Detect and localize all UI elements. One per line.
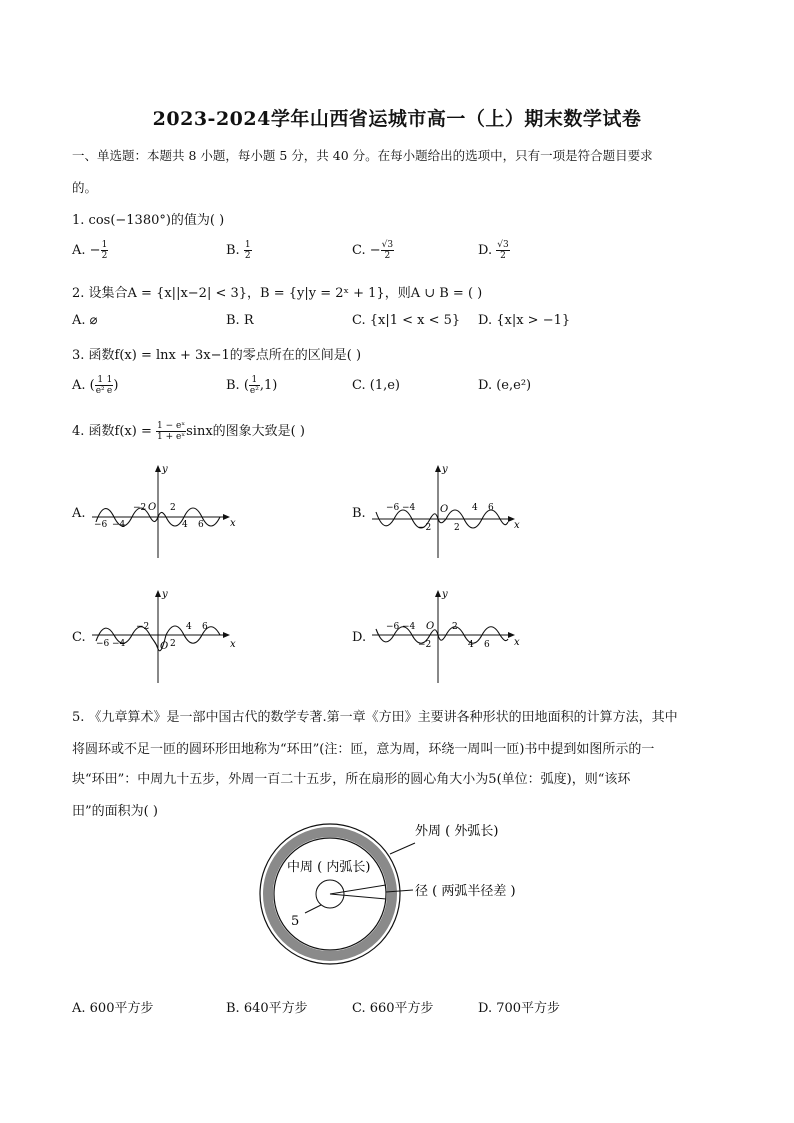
q3-stem: 3. 函数f(x) = lnx + 3x−1的零点所在的区间是( ) (72, 348, 362, 363)
q5-stem-line4: 田”的面积为( ) (72, 804, 158, 819)
tick-label: 6 (202, 622, 208, 632)
fraction (156, 421, 186, 442)
tick-label: 2 (170, 503, 176, 513)
y-axis-arrow (435, 465, 441, 472)
denominator: e (106, 386, 113, 396)
option-label: C. (352, 243, 366, 258)
numerator: 1 (95, 375, 106, 386)
numerator: √3 (497, 240, 509, 250)
fraction (101, 240, 109, 261)
q2-option-d[interactable]: D. {x|x > −1} (478, 313, 571, 328)
origin-label: O (148, 502, 157, 513)
numerator: 1 − eˣ (157, 421, 186, 431)
q2-option-c[interactable]: C. {x|1 < x < 5} (352, 313, 461, 328)
numerator: √3 (381, 240, 394, 250)
denominator: 1 + eˣ (157, 432, 186, 442)
option-label: B. ( (226, 378, 249, 393)
q4-option-c-label[interactable]: C. (72, 630, 86, 645)
page-title: 2023-2024学年山西省运城市高一（上）期末数学试卷 (152, 108, 642, 130)
tick-label: 6 (484, 640, 490, 650)
tick-label: −2 (133, 503, 147, 513)
x-label: x (230, 639, 236, 650)
q3-option-a[interactable] (72, 375, 118, 396)
tick-label: 4 (182, 520, 188, 530)
option-label: A. ( (72, 378, 95, 393)
tick-label: −6 (96, 639, 110, 649)
q5-option-b[interactable]: B. 640平方步 (226, 1001, 308, 1016)
y-axis-arrow (435, 590, 441, 597)
q5-stem-line2: 将圆环或不足一匝的圆环形田地称为“环田”(注：匝，意为周，环绕一周叫一匝)书中提到如图所示的一 (72, 742, 655, 757)
fraction (496, 240, 509, 261)
q2-option-b[interactable]: B. R (226, 313, 254, 328)
y-label: y (162, 464, 168, 475)
q1-option-b[interactable] (226, 240, 252, 261)
tick-label: 2 (454, 523, 460, 533)
fraction (244, 240, 252, 261)
q4-option-d-label[interactable]: D. (352, 630, 367, 645)
y-label: y (162, 589, 168, 600)
paren-close: ) (113, 378, 119, 393)
fraction (95, 375, 106, 396)
q5-stem-line3: 块“环田”：中周九十五步，外周一百二十五步，所在扇形的圆心角大小为5(单位：弧度)，则“该环 (72, 772, 631, 787)
q1-stem: 1. cos(−1380°)的值为( ) (72, 213, 225, 228)
x-label: x (230, 518, 236, 529)
fraction (249, 375, 260, 396)
x-label: x (514, 637, 520, 648)
x-label: x (514, 520, 520, 531)
x-axis-arrow (223, 514, 230, 520)
tick-label: 4 (472, 503, 478, 513)
section-header-line2: 的。 (72, 180, 98, 195)
denominator: 2 (384, 251, 391, 261)
tick-label: −2 (136, 622, 150, 632)
y-label: y (442, 589, 448, 600)
y-label: y (442, 464, 448, 475)
q5-option-c[interactable]: C. 660平方步 (352, 1001, 434, 1016)
q5-option-d[interactable]: D. 700平方步 (478, 1001, 561, 1016)
denominator: 2 (500, 251, 506, 261)
q5-option-a[interactable]: A. 600平方步 (72, 1001, 154, 1016)
tick-label: −2 (418, 523, 432, 533)
q1-option-c[interactable] (352, 240, 394, 261)
numerator: 1 (106, 375, 113, 385)
section-header-line1: 一、单选题：本题共 8 小题，每小题 5 分，共 40 分。在每小题给出的选项中，只有一项是符合题目要求 (72, 148, 653, 163)
q4-graph-d[interactable] (368, 585, 523, 685)
tick-label: −2 (418, 640, 432, 650)
q2-stem: 2. 设集合A = {x||x−2| < 3}，B = {y|y = 2ˣ + 1}，则A ∪ B = ( ) (72, 286, 483, 301)
origin-label: O (160, 641, 169, 652)
tick-label: −6 (386, 622, 400, 632)
option-label: D. (478, 243, 493, 258)
q4-graph-b[interactable] (368, 460, 523, 560)
numerator: 1 (249, 375, 260, 386)
denominator: e² (95, 386, 105, 396)
tick-label: −6 (386, 503, 400, 513)
minus-sign: − (89, 243, 101, 258)
tick-label: 6 (488, 503, 494, 513)
origin-label: O (440, 504, 449, 515)
pointer-line (390, 843, 415, 854)
q4-graph-a[interactable] (88, 460, 238, 560)
minus-sign: − (369, 243, 381, 258)
tick-label: −4 (112, 520, 126, 530)
denominator: 2 (101, 251, 108, 261)
tick-label: 2 (452, 622, 458, 632)
tick-label: −4 (112, 639, 126, 649)
q4-stem-suffix: sinx的图象大致是( ) (186, 424, 305, 439)
origin-label: O (426, 621, 435, 632)
denominator: 2 (244, 251, 251, 261)
q4-option-b-label[interactable]: B. (352, 506, 366, 521)
tick-label: 6 (198, 520, 204, 530)
diameter-label: 径 ( 两弧半径差 ) (415, 884, 516, 899)
q2-option-a[interactable]: A. ⌀ (72, 313, 98, 328)
q4-stem (72, 420, 305, 442)
q5-ring-figure (255, 815, 555, 975)
tick-label: −6 (94, 520, 108, 530)
q3-option-b[interactable] (226, 375, 277, 396)
q4-graph-c[interactable] (88, 585, 238, 685)
option-label: B. (226, 243, 240, 258)
q1-option-a[interactable] (72, 240, 108, 261)
numerator: 1 (101, 240, 108, 250)
middle-arc-label: 中周 ( 内弧长) (287, 860, 371, 875)
fraction (381, 240, 394, 261)
numerator: 1 (244, 240, 251, 250)
angle-label: 5 (291, 914, 300, 929)
y-axis-arrow (155, 465, 161, 472)
q3-option-d[interactable]: D. (e,e²) (478, 378, 532, 393)
x-axis-arrow (223, 632, 230, 638)
tick-label: 4 (186, 622, 192, 632)
tick-label: 4 (468, 640, 474, 650)
tick-label: −4 (402, 622, 416, 632)
tick-label: 2 (170, 639, 176, 649)
q1-option-d[interactable] (478, 240, 510, 261)
q4-option-a-label[interactable]: A. (72, 506, 86, 521)
denominator: e² (249, 386, 259, 396)
y-axis-arrow (155, 590, 161, 597)
q4-stem-prefix: 4. 函数f(x) = (72, 424, 152, 439)
outer-arc-label: 外周 ( 外弧长) (415, 824, 499, 839)
q3-option-c[interactable]: C. (1,e) (352, 378, 400, 393)
interval-rest: ,1) (259, 378, 278, 393)
q5-stem-line1: 5. 《九章算术》是一部中国古代的数学专著.第一章《方田》主要讲各种形状的田地面积的计算方法，其中 (72, 710, 678, 725)
option-label: A. (72, 243, 86, 258)
tick-label: −4 (402, 503, 416, 513)
